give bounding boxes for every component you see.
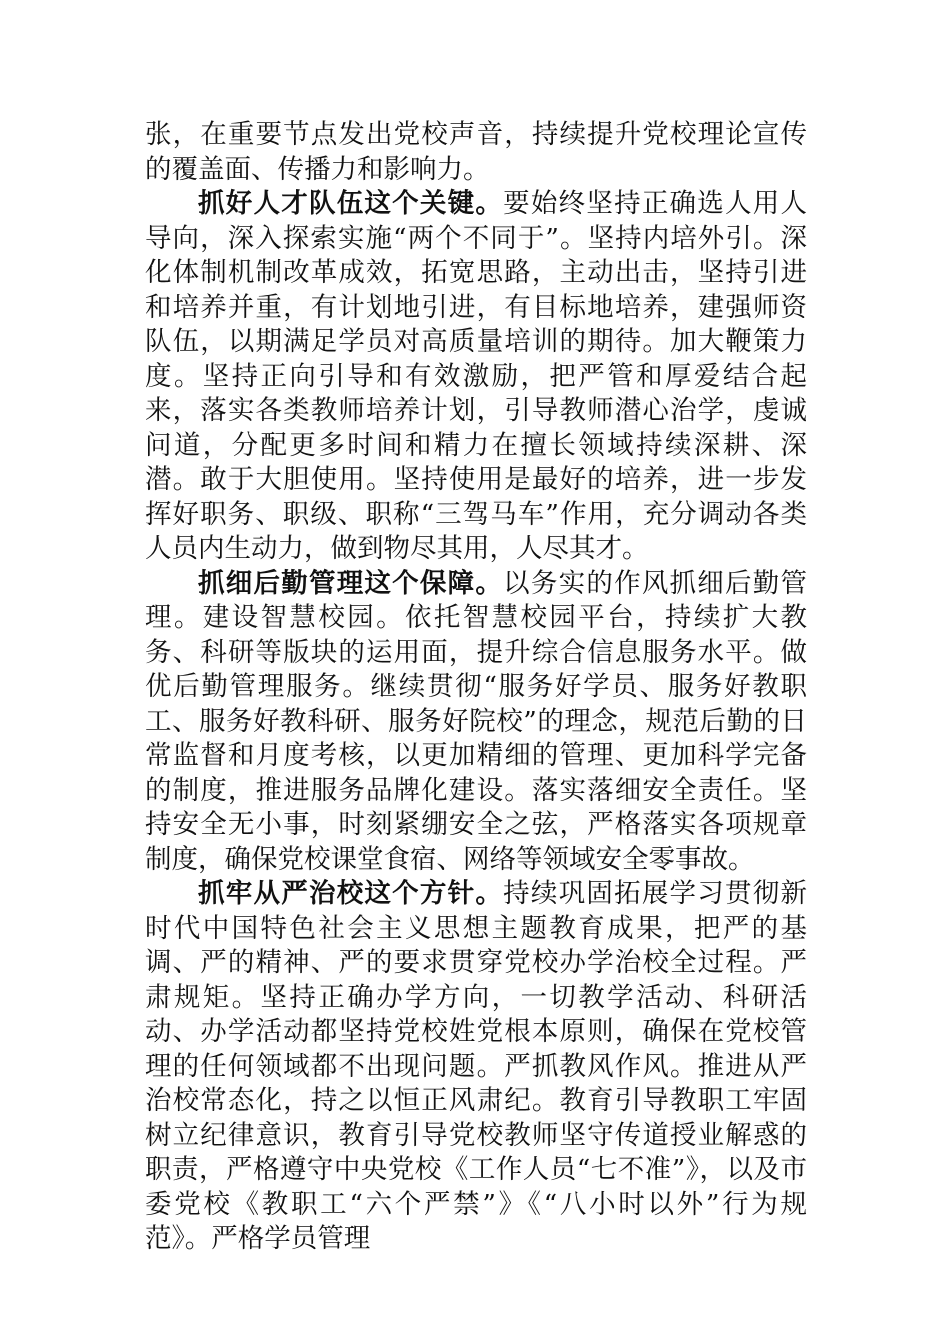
paragraph-heading: 抓牢从严治校这个方针。	[198, 878, 504, 909]
paragraph-talent-team	[145, 187, 807, 567]
paragraph-heading: 抓细后勤管理这个保障。	[198, 567, 504, 599]
paragraph-strict-governance	[145, 877, 807, 1257]
paragraph-body: 张，在重要节点发出党校声音，持续提升党校理论宣传的覆盖面、传播力和影响力。	[145, 119, 807, 185]
paragraph-body: 以务实的作风抓细后勤管理。建设智慧校园。依托智慧校园平台，持续扩大教务、科研等版块的运用面，提升综合信息服务水平。做优后勤管理服务。继续贯彻“服务好学员、服务好教职工、服务好教科研、服务好院校”的理念，规范后勤的日常监督和月度考核，以更加精细的管理、更加科学完备的制度，推进服务品牌化建设。落实落细安全责任。坚持安全无小事，时刻紧绷安全之弦，严格落实各项规章制度，确保党校课堂食宿、网络等领域安全零事故。	[145, 567, 808, 875]
paragraph-body: 要始终坚持正确选人用人导向，深入探索实施“两个不同于”。坚持内培外引。深化体制机制改革成效，拓宽思路，主动出击，坚持引进和培养并重，有计划地引进，有目标地培养，建强师资队伍，以期满足学员对高质量培训的期待。加大鞭策力度。坚持正向引导和有效激励，把严管和厚爱结合起来，落实各类教师培养计划，引导教师潜心治学，虔诚问道，分配更多时间和精力在擅长领域持续深耕、深潜。敢于大胆使用。坚持使用是最好的培养，进一步发挥好职务、职级、职称“三驾马车”作用，充分调动各类人员内生动力，做到物尽其用，人尽其才。	[145, 188, 808, 564]
paragraph-logistics	[145, 567, 807, 878]
paragraph-heading: 抓好人才队伍这个关键。	[198, 188, 504, 219]
paragraph-continuation	[145, 118, 807, 187]
document-page	[145, 118, 807, 1257]
paragraph-body: 持续巩固拓展学习贯彻新时代中国特色社会主义思想主题教育成果，把严的基调、严的精神、严的要求贯穿党校办学治校全过程。严肃规矩。坚持正确办学方向，一切教学活动、科研活动、办学活动都坚持党校姓党根本原则，确保在党校管理的任何领域都不出现问题。严抓教风作风。推进从严治校常态化，持之以恒正风肃纪。教育引导教职工牢固树立纪律意识，教育引导党校教师坚守传道授业解惑的职责，严格遵守中央党校《工作人员“七不准”》，以及市委党校《教职工“六个严禁”》《“八小时以外”行为规范》。严格学员管理	[145, 878, 808, 1254]
